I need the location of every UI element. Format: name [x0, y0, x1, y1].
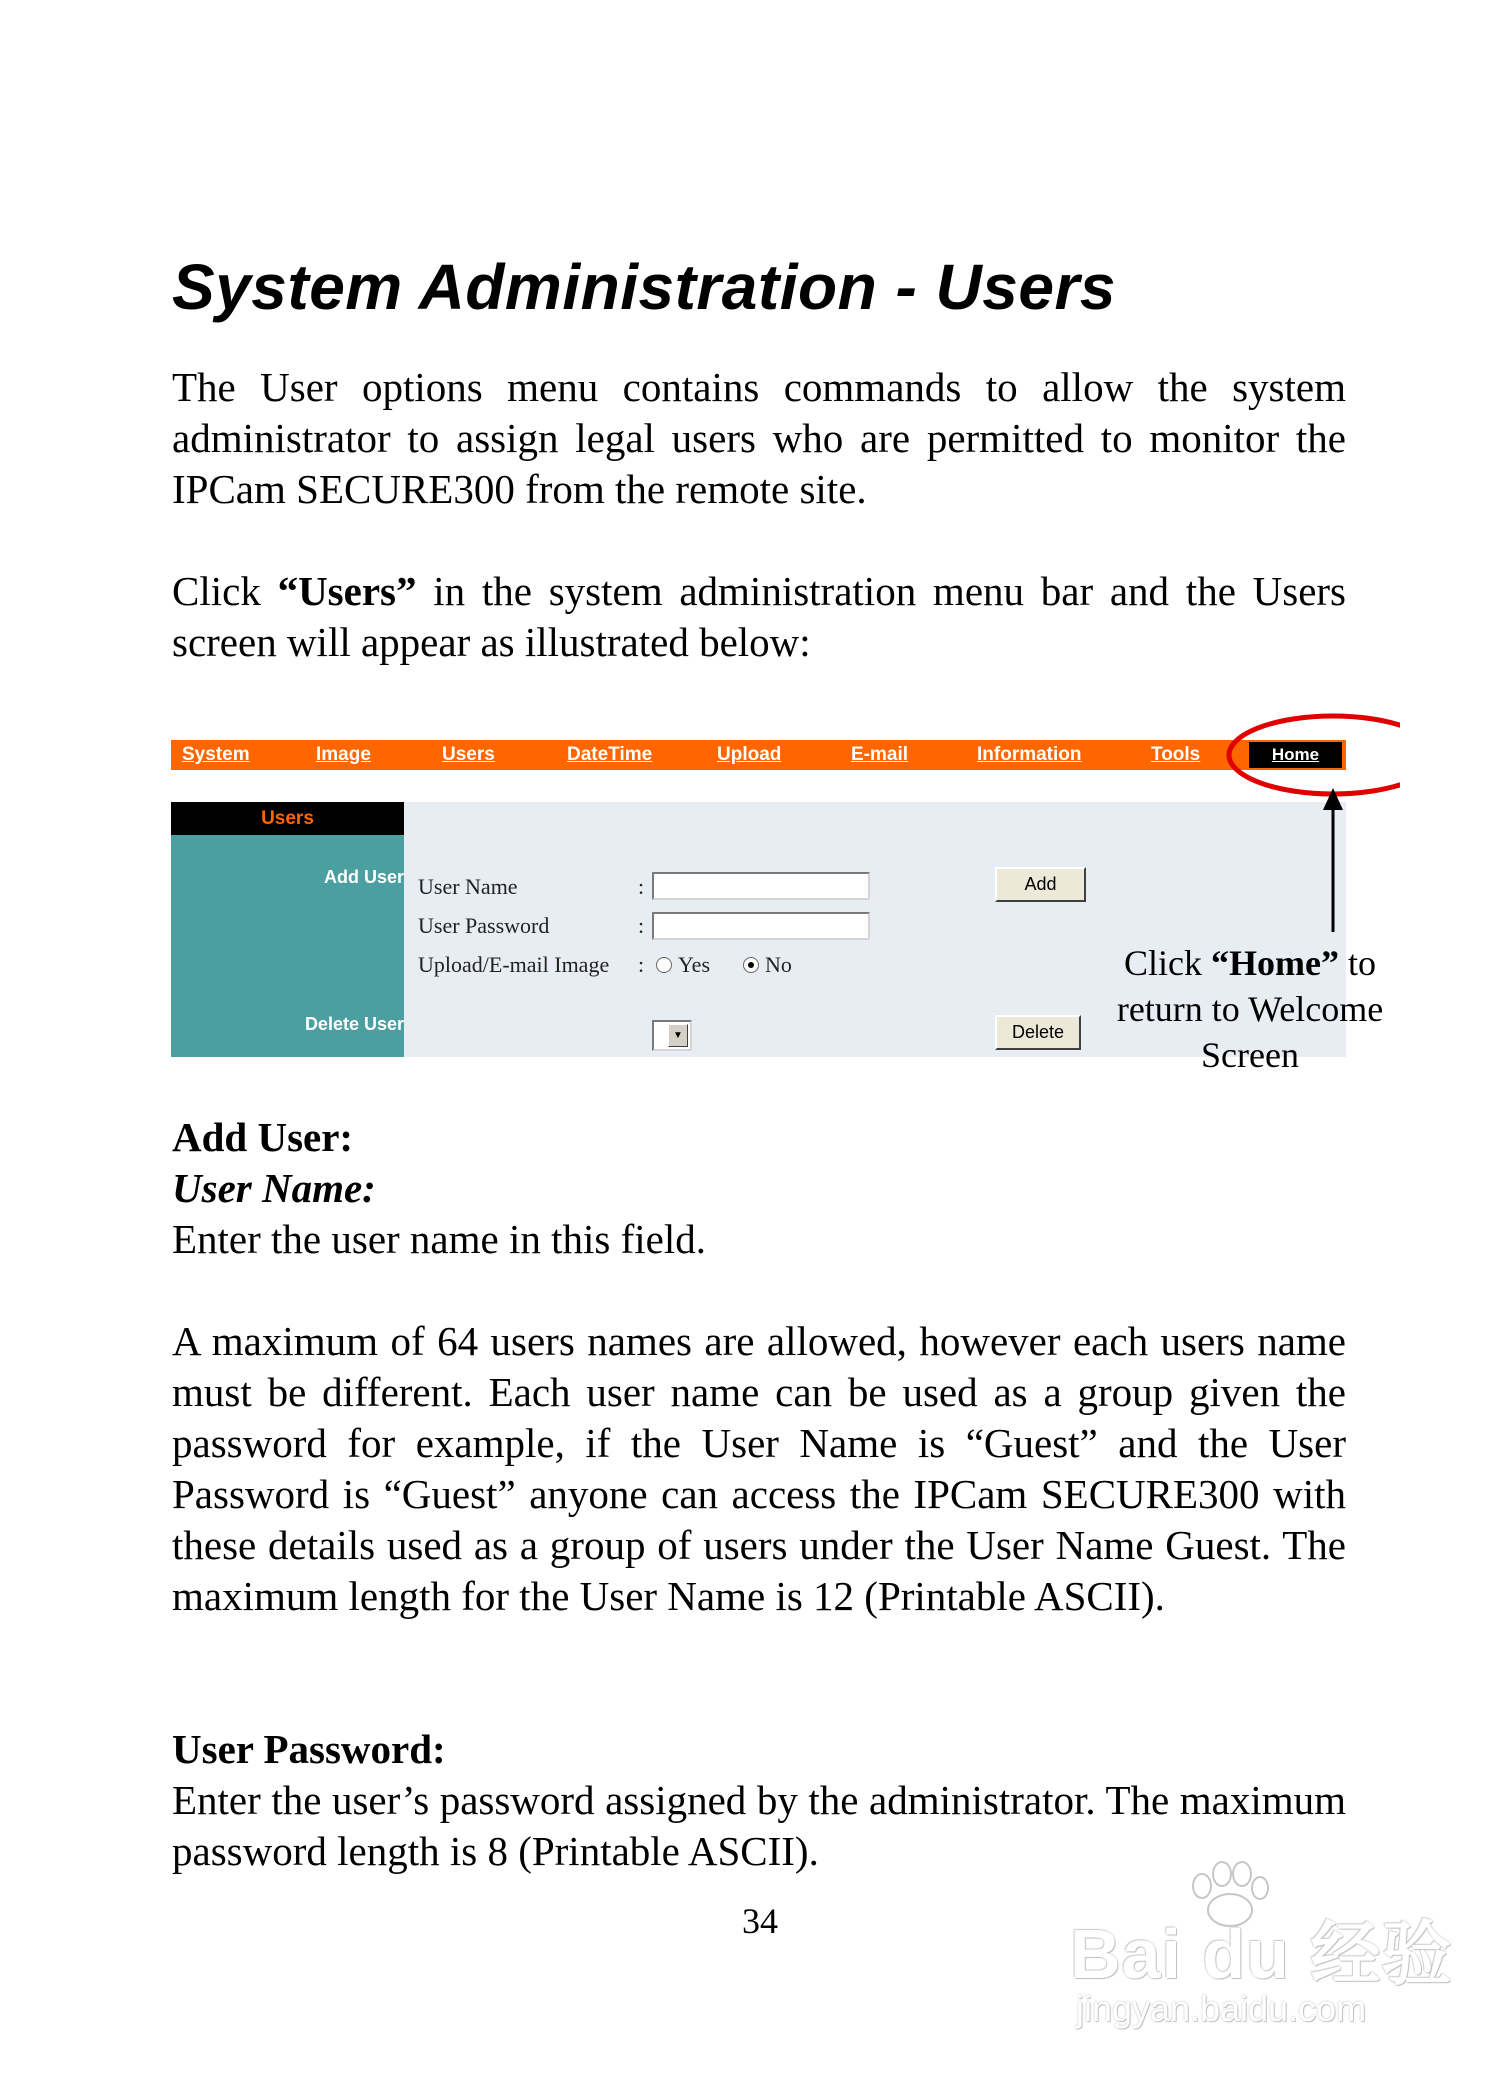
- colon-separator: :: [638, 913, 645, 938]
- callout-to: to: [1338, 943, 1376, 983]
- colon-separator: :: [638, 952, 645, 977]
- radio-no-label: No: [765, 952, 792, 977]
- user-password-label: User Password: [418, 913, 550, 938]
- baidu-watermark: [1070, 1860, 1453, 2040]
- menu-information[interactable]: Information: [977, 744, 1082, 765]
- sidebar-delete-user-label: Delete User: [304, 1014, 404, 1034]
- user-name-input[interactable]: [652, 872, 870, 900]
- instruction-suffix: in the system administration menu bar and the Users screen will appear as illustrated below:: [172, 568, 1346, 665]
- user-password-heading: User Password:: [172, 1726, 446, 1772]
- colon-separator: :: [638, 874, 645, 899]
- radio-checked-icon: [743, 957, 759, 973]
- page-title: System Administration - Users: [172, 251, 1116, 323]
- home-highlight-annotation: [1200, 700, 1400, 940]
- instruction-prefix: Click: [172, 568, 278, 614]
- home-callout: [1100, 940, 1400, 1078]
- menu-system[interactable]: System: [182, 744, 250, 765]
- menu-email[interactable]: E-mail: [851, 744, 909, 765]
- watermark-brand: Bai du 经验: [1070, 1915, 1453, 1993]
- menu-datetime[interactable]: DateTime: [567, 744, 653, 765]
- menu-tools[interactable]: Tools: [1151, 744, 1201, 765]
- intro-paragraph: The User options menu contains commands to allow the system administrator to assign legal users who are permitted to monitor the IPCam SECURE300 from the remote site.: [172, 364, 1346, 512]
- arrow-up-icon: [1323, 788, 1343, 810]
- max-users-paragraph: A maximum of 64 users names are allowed, however each users name must be different. Each user name can be used as a group given the password for example, if the User Name is “Guest” and the User Password is “Guest” anyone can access the IPCam SECURE300 with these details used as a group of users under the User Name Guest. The maximum length for the User Name is 12 (Printable ASCII).: [172, 1318, 1346, 1619]
- sidebar-header: Users: [171, 802, 404, 835]
- admin-menu-bar: [171, 740, 1346, 770]
- highlight-circle: [1229, 716, 1400, 794]
- delete-user-select[interactable]: [652, 1020, 692, 1051]
- user-name-heading: User Name:: [172, 1165, 376, 1211]
- user-name-description: Enter the user name in this field.: [172, 1216, 706, 1262]
- delete-button[interactable]: Delete: [995, 1015, 1081, 1050]
- add-button[interactable]: Add: [995, 867, 1086, 902]
- radio-yes-label: Yes: [678, 952, 711, 977]
- callout-click: Click: [1124, 943, 1211, 983]
- menu-image[interactable]: Image: [316, 744, 371, 765]
- callout-line-3: Screen: [1201, 1035, 1299, 1075]
- home-button[interactable]: Home: [1249, 742, 1342, 768]
- radio-no[interactable]: [743, 952, 792, 978]
- menu-upload[interactable]: Upload: [717, 744, 782, 765]
- menu-users[interactable]: Users: [442, 744, 495, 765]
- add-user-heading: Add User:: [172, 1114, 354, 1160]
- user-name-label: User Name: [418, 874, 518, 899]
- callout-home-term: “Home”: [1211, 943, 1339, 983]
- user-password-description: Enter the user’s password assigned by the administrator. The maximum password length is 8 (Printable ASCII).: [172, 1777, 1346, 1874]
- instruction-users-term: “Users”: [277, 568, 417, 614]
- page-number: 34: [742, 1901, 778, 1941]
- watermark-url: jingyan.baidu.com: [1076, 1988, 1367, 2029]
- radio-yes[interactable]: [656, 952, 710, 978]
- user-password-input[interactable]: [652, 912, 870, 940]
- upload-email-image-label: Upload/E-mail Image: [418, 952, 610, 977]
- callout-line-1: [1100, 940, 1400, 986]
- instruction-paragraph: [172, 566, 1346, 668]
- dropdown-arrow-icon: ▼: [668, 1024, 688, 1047]
- radio-unchecked-icon: [656, 957, 672, 973]
- sidebar-add-user-label: Add User: [323, 867, 404, 887]
- callout-line-2: return to Welcome: [1116, 989, 1384, 1029]
